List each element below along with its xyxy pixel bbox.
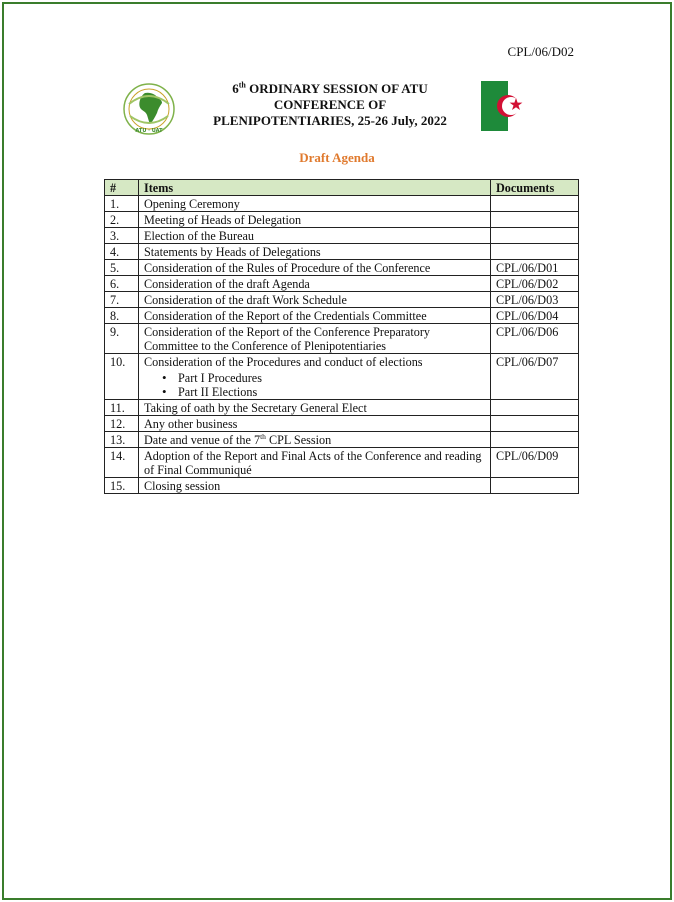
table-row bbox=[105, 196, 579, 212]
row-number: 15. bbox=[105, 478, 139, 494]
table-row bbox=[105, 432, 579, 448]
row-document: CPL/06/D07 bbox=[491, 354, 579, 400]
document-reference: CPL/06/D02 bbox=[507, 44, 574, 59]
sub-item-list bbox=[144, 371, 485, 399]
heading-line-3: PLENIPOTENTIARIES, 25-26 July, 2022 bbox=[213, 113, 447, 128]
row-item: Adoption of the Report and Final Acts of the Conference and reading of Final Communiqué bbox=[139, 448, 491, 478]
table-row bbox=[105, 228, 579, 244]
heading-line-2: CONFERENCE OF bbox=[273, 97, 387, 112]
agenda-table bbox=[104, 179, 579, 494]
table-row bbox=[105, 478, 579, 494]
row-document: CPL/06/D06 bbox=[491, 324, 579, 354]
row-number: 10. bbox=[105, 354, 139, 400]
table-row bbox=[105, 276, 579, 292]
table-row bbox=[105, 308, 579, 324]
row-document: CPL/06/D03 bbox=[491, 292, 579, 308]
row-document bbox=[491, 196, 579, 212]
table-row bbox=[105, 416, 579, 432]
document-heading bbox=[180, 81, 480, 129]
agenda-header-row bbox=[105, 180, 579, 196]
row-item: Any other business bbox=[139, 416, 491, 432]
heading-line-1: 6th ORDINARY SESSION OF ATU bbox=[232, 80, 428, 96]
sub-item: • Part II Elections bbox=[178, 385, 485, 399]
row-document: CPL/06/D01 bbox=[491, 260, 579, 276]
row-number: 14. bbox=[105, 448, 139, 478]
row-document: CPL/06/D04 bbox=[491, 308, 579, 324]
atu-logo-icon bbox=[122, 82, 176, 136]
row-number: 8. bbox=[105, 308, 139, 324]
row-number: 5. bbox=[105, 260, 139, 276]
row-number: 3. bbox=[105, 228, 139, 244]
row-number: 13. bbox=[105, 432, 139, 448]
col-header-documents: Documents bbox=[491, 180, 579, 196]
row-number: 1. bbox=[105, 196, 139, 212]
row-item: Election of the Bureau bbox=[139, 228, 491, 244]
algeria-flag-icon bbox=[481, 81, 535, 131]
row-document bbox=[491, 478, 579, 494]
table-row bbox=[105, 260, 579, 276]
row-document: CPL/06/D02 bbox=[491, 276, 579, 292]
row-document bbox=[491, 416, 579, 432]
row-number: 2. bbox=[105, 212, 139, 228]
row-document: CPL/06/D09 bbox=[491, 448, 579, 478]
col-header-number: # bbox=[105, 180, 139, 196]
row-number: 9. bbox=[105, 324, 139, 354]
row-item: Consideration of the Report of the Credentials Committee bbox=[139, 308, 491, 324]
table-row bbox=[105, 244, 579, 260]
row-item: Consideration of the Report of the Conference Preparatory Committee to the Conference of Plenipotentiaries bbox=[139, 324, 491, 354]
agenda-title: Draft Agenda bbox=[299, 150, 375, 165]
row-item: Meeting of Heads of Delegation bbox=[139, 212, 491, 228]
row-number: 12. bbox=[105, 416, 139, 432]
row-item: Consideration of the Rules of Procedure of the Conference bbox=[139, 260, 491, 276]
row-item: Statements by Heads of Delegations bbox=[139, 244, 491, 260]
row-document bbox=[491, 244, 579, 260]
row-item: Consideration of the draft Agenda bbox=[139, 276, 491, 292]
row-item bbox=[139, 354, 491, 400]
table-row bbox=[105, 212, 579, 228]
sub-item: • Part I Procedures bbox=[178, 371, 485, 385]
table-row bbox=[105, 324, 579, 354]
row-document bbox=[491, 400, 579, 416]
row-number: 11. bbox=[105, 400, 139, 416]
row-number: 4. bbox=[105, 244, 139, 260]
row-document bbox=[491, 228, 579, 244]
row-item: Opening Ceremony bbox=[139, 196, 491, 212]
row-number: 7. bbox=[105, 292, 139, 308]
col-header-items: Items bbox=[139, 180, 491, 196]
row-item-text: Consideration of the Procedures and conduct of elections bbox=[144, 355, 423, 369]
row-item: Consideration of the draft Work Schedule bbox=[139, 292, 491, 308]
row-item: Taking of oath by the Secretary General Elect bbox=[139, 400, 491, 416]
table-row bbox=[105, 354, 579, 400]
logo-text: ATU · UAT bbox=[135, 128, 163, 134]
table-row bbox=[105, 400, 579, 416]
row-item: Date and venue of the 7th CPL Session bbox=[139, 432, 491, 448]
row-item: Closing session bbox=[139, 478, 491, 494]
row-number: 6. bbox=[105, 276, 139, 292]
row-document bbox=[491, 212, 579, 228]
table-row bbox=[105, 292, 579, 308]
row-document bbox=[491, 432, 579, 448]
table-row bbox=[105, 448, 579, 478]
